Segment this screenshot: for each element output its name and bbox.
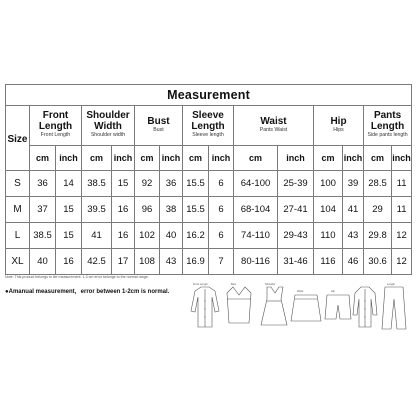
value-cell: 16.2 — [183, 223, 209, 249]
value-cell: 108 — [135, 249, 160, 275]
unit-inch: inch — [392, 146, 412, 171]
size-chart — [5, 84, 411, 274]
table-row — [6, 171, 412, 197]
coat-sketch — [191, 287, 219, 327]
header-label: Length — [38, 121, 73, 132]
unit-inch: inch — [209, 146, 234, 171]
value-cell: 16 — [112, 223, 135, 249]
header-sublabel: Sleeve length — [192, 132, 224, 138]
header-waist — [234, 106, 314, 146]
value-cell: 110 — [314, 223, 343, 249]
header-sublabel: Hips — [333, 126, 344, 133]
header-label: Front — [42, 110, 69, 121]
unit-cm: cm — [364, 146, 392, 171]
size-cell: M — [6, 197, 30, 223]
value-cell: 41 — [343, 197, 364, 223]
value-cell: 11 — [392, 171, 412, 197]
table-row — [6, 249, 412, 275]
value-cell: 29.8 — [364, 223, 392, 249]
value-cell: 39 — [343, 171, 364, 197]
value-cell: 6 — [209, 223, 234, 249]
value-cell: 68-104 — [234, 197, 278, 223]
long-coat-sketch — [353, 287, 377, 327]
value-cell: 16 — [112, 197, 135, 223]
diagram-label: Hip — [331, 290, 335, 293]
value-cell: 15 — [56, 223, 82, 249]
header-sublabel: Shoulder width — [90, 132, 126, 138]
value-cell: 16 — [56, 249, 82, 275]
unit-inch: inch — [278, 146, 314, 171]
size-header: Size — [7, 134, 28, 145]
measurement-table — [5, 84, 412, 275]
value-cell: 43 — [343, 223, 364, 249]
header-label: Bust — [147, 115, 170, 127]
size-cell: XL — [6, 249, 30, 275]
pants-sketch — [382, 287, 406, 329]
value-cell: 17 — [112, 249, 135, 275]
diagram-label: Waist — [297, 290, 304, 293]
unit-cm: cm — [30, 146, 56, 171]
value-cell: 31-46 — [278, 249, 314, 275]
value-cell: 102 — [135, 223, 160, 249]
value-cell: 36 — [160, 171, 183, 197]
header-label: Length — [370, 121, 405, 132]
value-cell: 6 — [209, 171, 234, 197]
unit-cm: cm — [183, 146, 209, 171]
unit-cm: cm — [234, 146, 278, 171]
value-cell: 40 — [160, 223, 183, 249]
header-label: Hip — [330, 115, 347, 127]
value-cell: 40 — [30, 249, 56, 275]
diagram-label: Length — [387, 283, 395, 286]
value-cell: 43 — [160, 249, 183, 275]
size-cell: S — [6, 171, 30, 197]
header-sleeve-length — [183, 106, 234, 146]
value-cell: 104 — [314, 197, 343, 223]
dress-sketch — [261, 287, 287, 325]
header-label: Shoulder — [86, 110, 130, 121]
header-hip — [314, 106, 364, 146]
unit-inch: inch — [112, 146, 135, 171]
header-sublabel: Front Length — [40, 132, 71, 138]
value-cell: 46 — [343, 249, 364, 275]
value-cell: 38.5 — [30, 223, 56, 249]
table-title-cell — [6, 85, 412, 106]
value-cell: 64-100 — [234, 171, 278, 197]
value-cell: 39.5 — [82, 197, 112, 223]
value-cell: 28.5 — [364, 171, 392, 197]
value-cell: 100 — [314, 171, 343, 197]
value-cell: 96 — [135, 197, 160, 223]
value-cell: 74-110 — [234, 223, 278, 249]
value-cell: 42.5 — [82, 249, 112, 275]
shorts-sketch — [325, 295, 351, 319]
value-cell: 80-116 — [234, 249, 278, 275]
value-cell: 16.9 — [183, 249, 209, 275]
value-cell: 15 — [56, 197, 82, 223]
value-cell: 29 — [364, 197, 392, 223]
value-cell: 27-41 — [278, 197, 314, 223]
unit-inch: inch — [160, 146, 183, 171]
unit-inch: inch — [56, 146, 82, 171]
value-cell: 12 — [392, 223, 412, 249]
header-sublabel: Bust — [153, 126, 164, 133]
value-cell: 36 — [30, 171, 56, 197]
value-cell: 92 — [135, 171, 160, 197]
size-header-cell — [6, 106, 30, 171]
unit-cm: cm — [82, 146, 112, 171]
value-cell: 15.5 — [183, 171, 209, 197]
unit-cm: cm — [314, 146, 343, 171]
header-label: Sleeve — [192, 110, 224, 121]
table-row — [6, 197, 412, 223]
skirt-sketch — [291, 295, 321, 321]
garment-diagrams — [185, 281, 413, 331]
unit-cm: cm — [135, 146, 160, 171]
header-label: Pants — [373, 110, 402, 121]
value-cell: 14 — [56, 171, 82, 197]
value-cell: 11 — [392, 197, 412, 223]
header-shoulder-width — [82, 106, 135, 146]
header-sublabel: Pants Waist — [259, 126, 288, 133]
vest-sketch — [227, 287, 251, 323]
value-cell: 15 — [112, 171, 135, 197]
diagram-label: Bust — [231, 283, 237, 286]
header-front-length — [30, 106, 82, 146]
units-row — [6, 146, 412, 171]
unit-inch: inch — [343, 146, 364, 171]
fine-print-note: Note: This product belongs to tile measurement. 1-3 cm error belongs to the normal range. — [5, 275, 149, 279]
value-cell: 37 — [30, 197, 56, 223]
value-cell: 38.5 — [82, 171, 112, 197]
value-cell: 15.5 — [183, 197, 209, 223]
value-cell: 6 — [209, 197, 234, 223]
value-cell: 25-39 — [278, 171, 314, 197]
value-cell: 41 — [82, 223, 112, 249]
header-pants-length — [364, 106, 412, 146]
diagram-label: Front Length — [193, 283, 208, 286]
header-label: Waist — [260, 115, 287, 127]
size-cell: L — [6, 223, 30, 249]
value-cell: 30.6 — [364, 249, 392, 275]
diagram-label: Shoulder — [265, 283, 276, 286]
header-label: Width — [94, 121, 122, 132]
table-title: Measurement — [167, 88, 250, 102]
value-cell: 29-43 — [278, 223, 314, 249]
header-label: Length — [191, 121, 225, 132]
table-row — [6, 223, 412, 249]
header-bust — [135, 106, 183, 146]
value-cell: 12 — [392, 249, 412, 275]
value-cell: 116 — [314, 249, 343, 275]
measurement-error-note: ●Amanual measurement，error between 1-2cm is normal. — [5, 289, 170, 295]
value-cell: 38 — [160, 197, 183, 223]
header-sublabel: Side pants length — [367, 132, 408, 138]
value-cell: 7 — [209, 249, 234, 275]
